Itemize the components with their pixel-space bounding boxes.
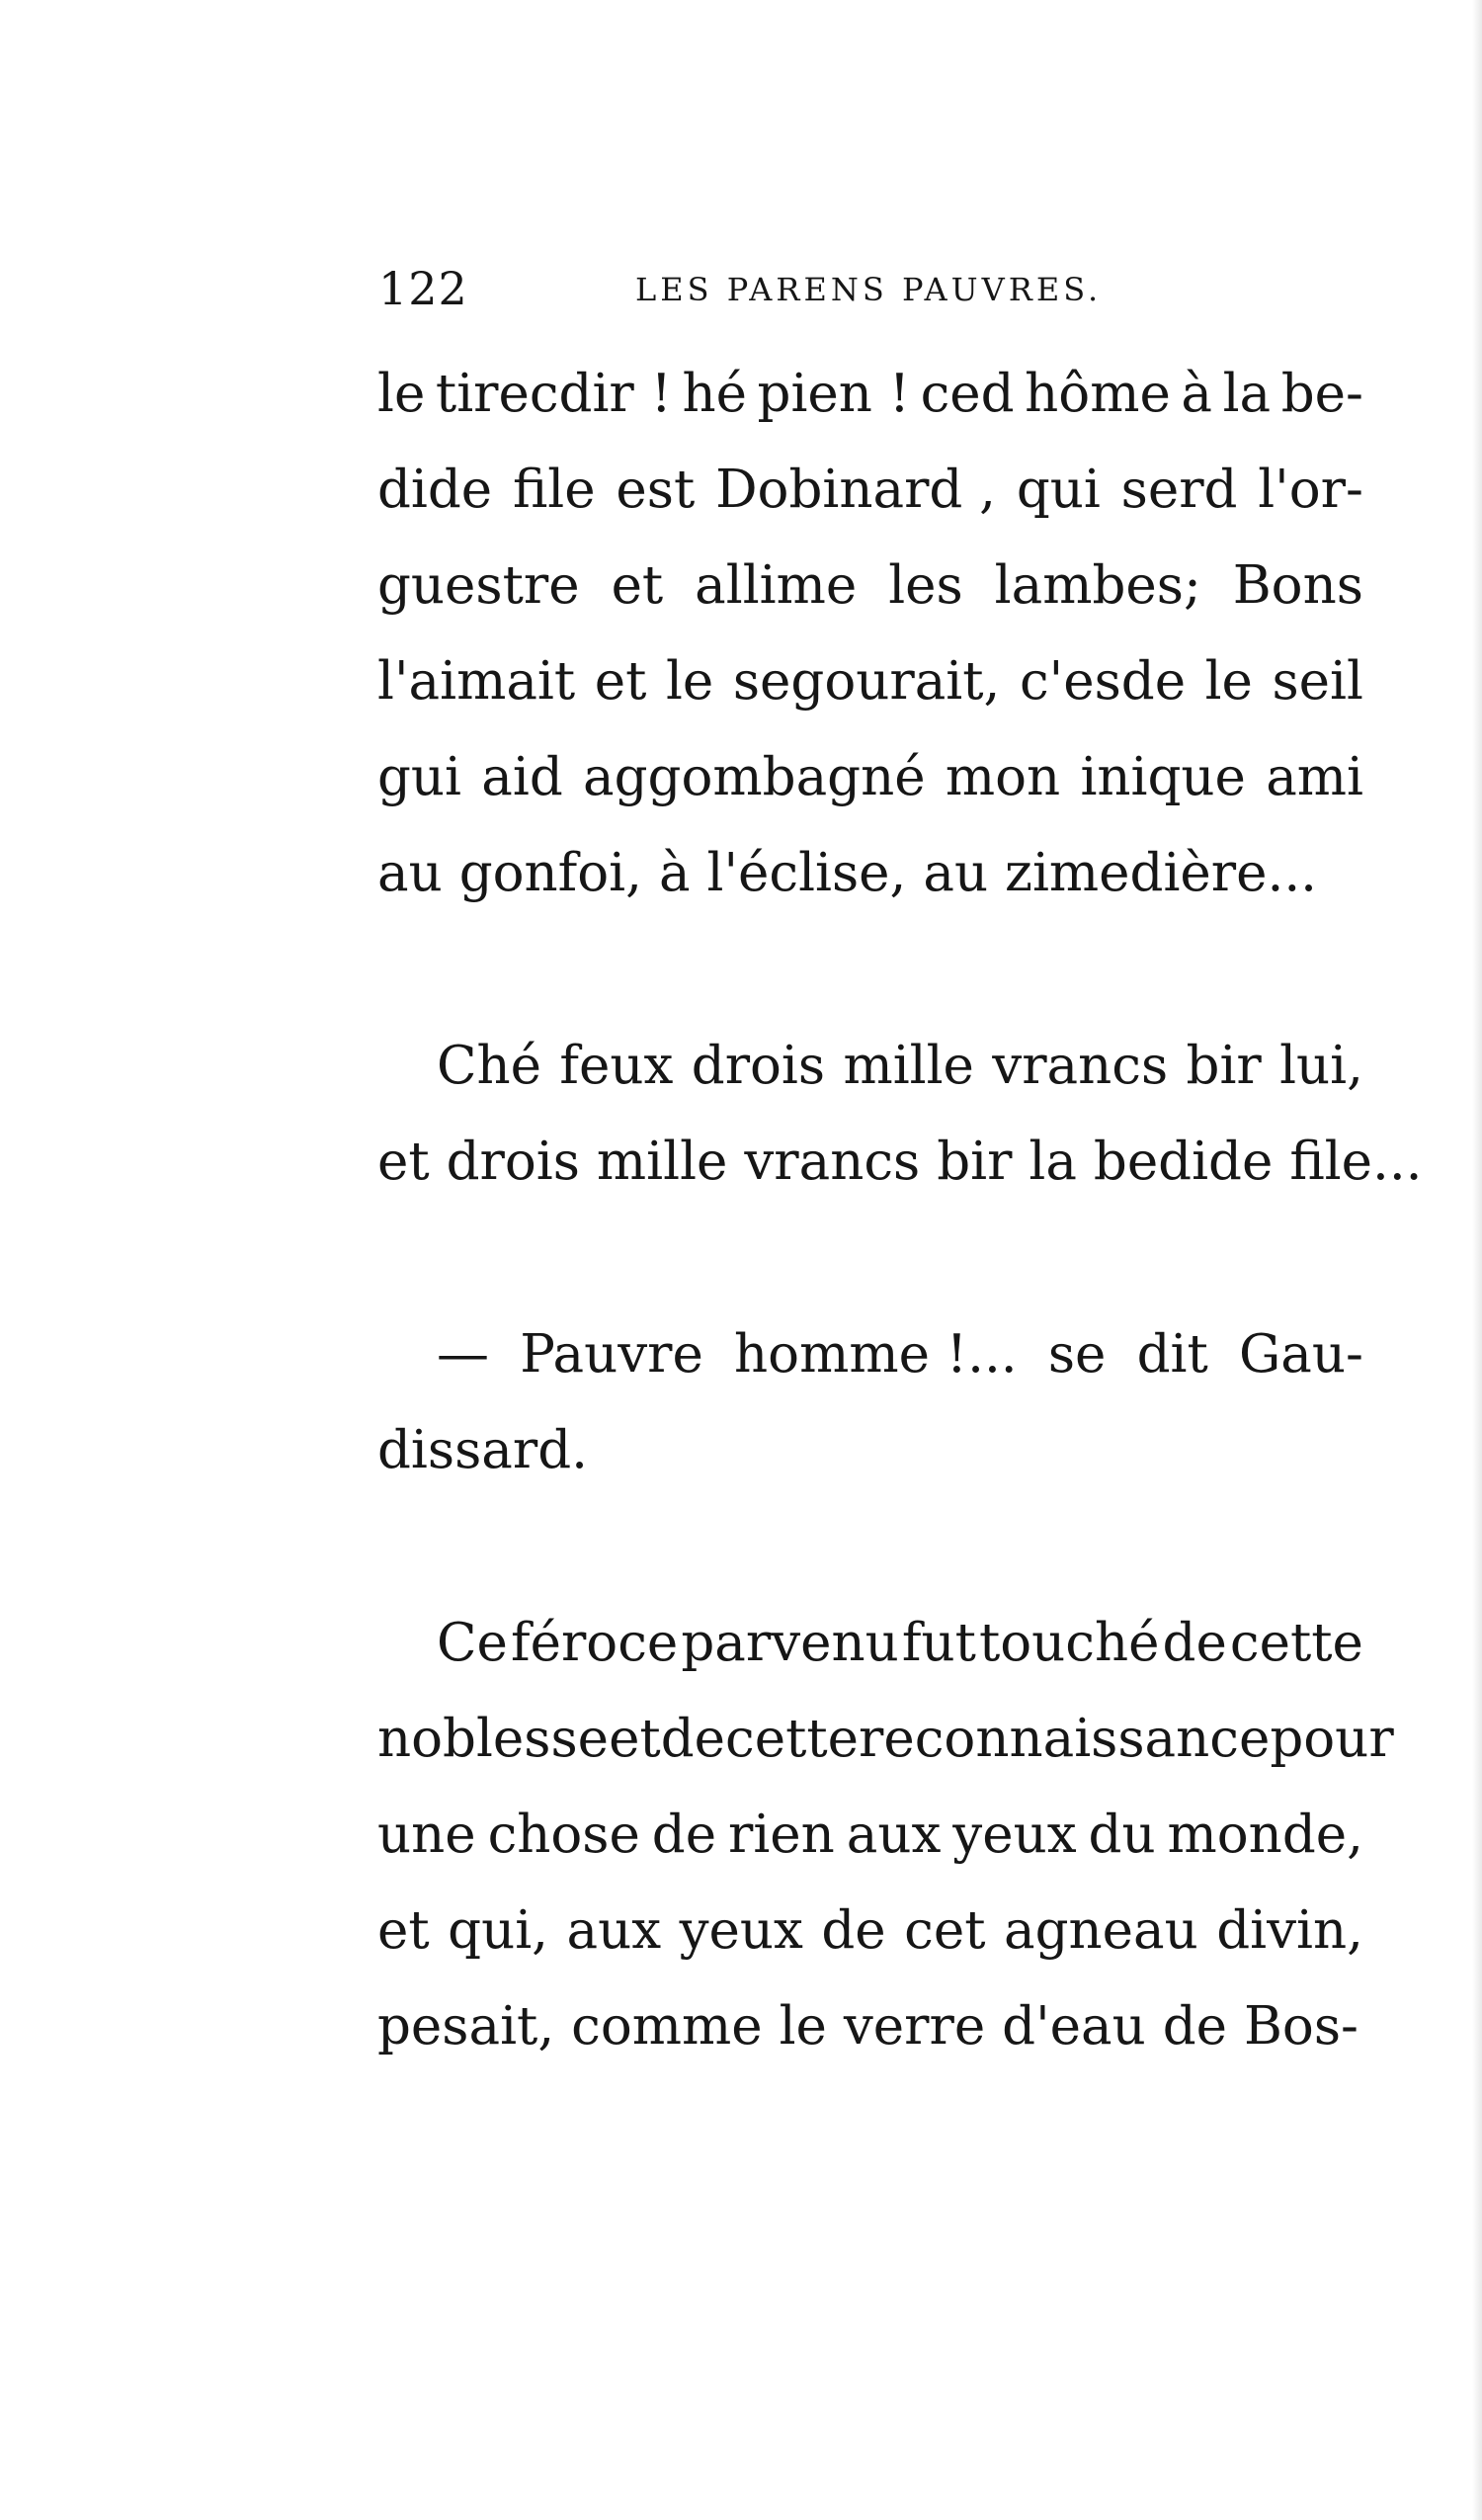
word: une — [377, 1805, 476, 1865]
word: allime — [695, 555, 858, 616]
paragraph — [377, 1018, 1423, 1210]
word: mille — [596, 1132, 728, 1192]
text-line — [377, 633, 1363, 729]
word: seil — [1272, 651, 1363, 712]
word: pour — [1270, 1709, 1394, 1769]
text-line — [377, 1787, 1363, 1883]
text-line — [377, 729, 1363, 825]
text-line — [377, 1402, 1363, 1498]
text-line — [377, 1595, 1363, 1691]
word: serd — [1120, 460, 1238, 520]
word: le — [779, 1996, 827, 2057]
word: yeux — [952, 1805, 1077, 1865]
word: gui — [377, 747, 462, 807]
text-line — [377, 346, 1363, 442]
page-header — [378, 259, 1366, 318]
word: au — [923, 843, 989, 903]
word: vrancs — [992, 1036, 1169, 1096]
word: vrancs — [744, 1132, 921, 1192]
word: et — [609, 1709, 661, 1769]
word: est — [616, 460, 696, 520]
word: aux — [566, 1900, 662, 1961]
word: le — [665, 651, 714, 712]
word: bir — [937, 1132, 1013, 1192]
word: l'or- — [1258, 460, 1363, 520]
word: gonfoi, — [458, 843, 642, 903]
running-head: LES PARENS PAUVRES. — [635, 271, 1103, 308]
word: lambes; — [994, 555, 1201, 616]
word: lui, — [1279, 1036, 1363, 1096]
paragraph-gap — [377, 921, 1363, 1018]
word: cet — [904, 1900, 986, 1961]
word: aid — [481, 747, 563, 807]
word: ami — [1266, 747, 1363, 807]
word: qui, — [448, 1900, 548, 1961]
word: l'aimait — [377, 651, 576, 712]
word: bedide — [1093, 1132, 1274, 1192]
paragraph — [377, 1306, 1363, 1498]
word: chose — [487, 1805, 640, 1865]
word: verre — [843, 1996, 986, 2057]
word: guestre — [377, 555, 580, 616]
word: cette — [1229, 1613, 1363, 1673]
word: de — [651, 1805, 717, 1865]
word: Gau- — [1238, 1324, 1363, 1385]
word: et — [377, 1900, 430, 1961]
word: zimedière... — [1005, 843, 1318, 903]
word: touché — [978, 1613, 1160, 1673]
text-line — [377, 1691, 1394, 1787]
word: pesait, — [377, 1996, 555, 2057]
word: à — [658, 843, 691, 903]
word: mon — [945, 747, 1061, 807]
word: la — [1029, 1132, 1077, 1192]
word: du — [1088, 1805, 1156, 1865]
word: — — [437, 1324, 489, 1385]
word: homme !... — [734, 1324, 1018, 1385]
word: yeux — [679, 1900, 803, 1961]
text-line — [377, 442, 1363, 538]
word: pien ! — [757, 364, 911, 424]
page-edge-shadow — [1472, 0, 1482, 2520]
body-text — [377, 346, 1423, 2074]
word: le — [1204, 651, 1253, 712]
word: qui — [1016, 460, 1101, 520]
word: dide — [377, 460, 493, 520]
paragraph — [377, 1595, 1394, 2074]
word: se — [1047, 1324, 1107, 1385]
word: reconnaissance — [859, 1709, 1271, 1769]
word: aggombagné — [583, 747, 926, 807]
word: Pauvre — [520, 1324, 703, 1385]
word: féroce — [510, 1613, 679, 1673]
word: file... — [1289, 1132, 1423, 1192]
word: de — [660, 1709, 726, 1769]
word: d'eau — [1002, 1996, 1146, 2057]
paragraph-gap — [377, 1210, 1363, 1306]
text-line — [377, 1018, 1363, 1114]
page-number: 122 — [378, 262, 468, 315]
word: dissard. — [377, 1420, 588, 1480]
word: noblesse — [377, 1709, 610, 1769]
word: divin, — [1216, 1900, 1363, 1961]
text-line — [377, 825, 1363, 921]
word: cette — [725, 1709, 860, 1769]
word: c'esde — [1019, 651, 1187, 712]
word: Bos- — [1243, 1996, 1358, 2057]
word: file — [512, 460, 596, 520]
text-line — [377, 1114, 1423, 1210]
paragraph-gap — [377, 1498, 1363, 1595]
word: de — [1162, 1613, 1227, 1673]
word: les — [888, 555, 963, 616]
word: de — [821, 1900, 886, 1961]
text-line — [377, 1306, 1363, 1402]
word: à — [1181, 364, 1212, 424]
word: agneau — [1003, 1900, 1198, 1961]
word: comme — [571, 1996, 763, 2057]
word: drois — [691, 1036, 826, 1096]
word: et — [611, 555, 664, 616]
word: parvenu — [681, 1613, 899, 1673]
text-line — [377, 1883, 1363, 1978]
word: bir — [1186, 1036, 1262, 1096]
word: et — [594, 651, 647, 712]
word: la — [1222, 364, 1272, 424]
word: inique — [1080, 747, 1246, 807]
word: monde, — [1167, 1805, 1363, 1865]
word: fut — [901, 1613, 976, 1673]
word: mille — [843, 1036, 974, 1096]
text-line — [377, 1978, 1363, 2074]
word: drois — [446, 1132, 580, 1192]
word: be- — [1280, 364, 1363, 424]
word: Ché — [437, 1036, 542, 1096]
word: hôme — [1025, 364, 1171, 424]
word: Bons — [1232, 555, 1363, 616]
word: et — [377, 1132, 430, 1192]
word: Dobinard , — [715, 460, 997, 520]
word: hé — [682, 364, 747, 424]
word: l'éclise, — [706, 843, 907, 903]
word: dit — [1136, 1324, 1208, 1385]
word: Ce — [437, 1613, 508, 1673]
word: aux — [846, 1805, 942, 1865]
word: rien — [728, 1805, 835, 1865]
text-line — [377, 538, 1363, 633]
word: de — [1162, 1996, 1228, 2057]
word: segourait, — [732, 651, 1001, 712]
word: ced — [920, 364, 1015, 424]
word: tirecdir ! — [435, 364, 672, 424]
word: au — [377, 843, 443, 903]
word: le — [377, 364, 426, 424]
paragraph — [377, 346, 1363, 921]
word: feux — [559, 1036, 674, 1096]
